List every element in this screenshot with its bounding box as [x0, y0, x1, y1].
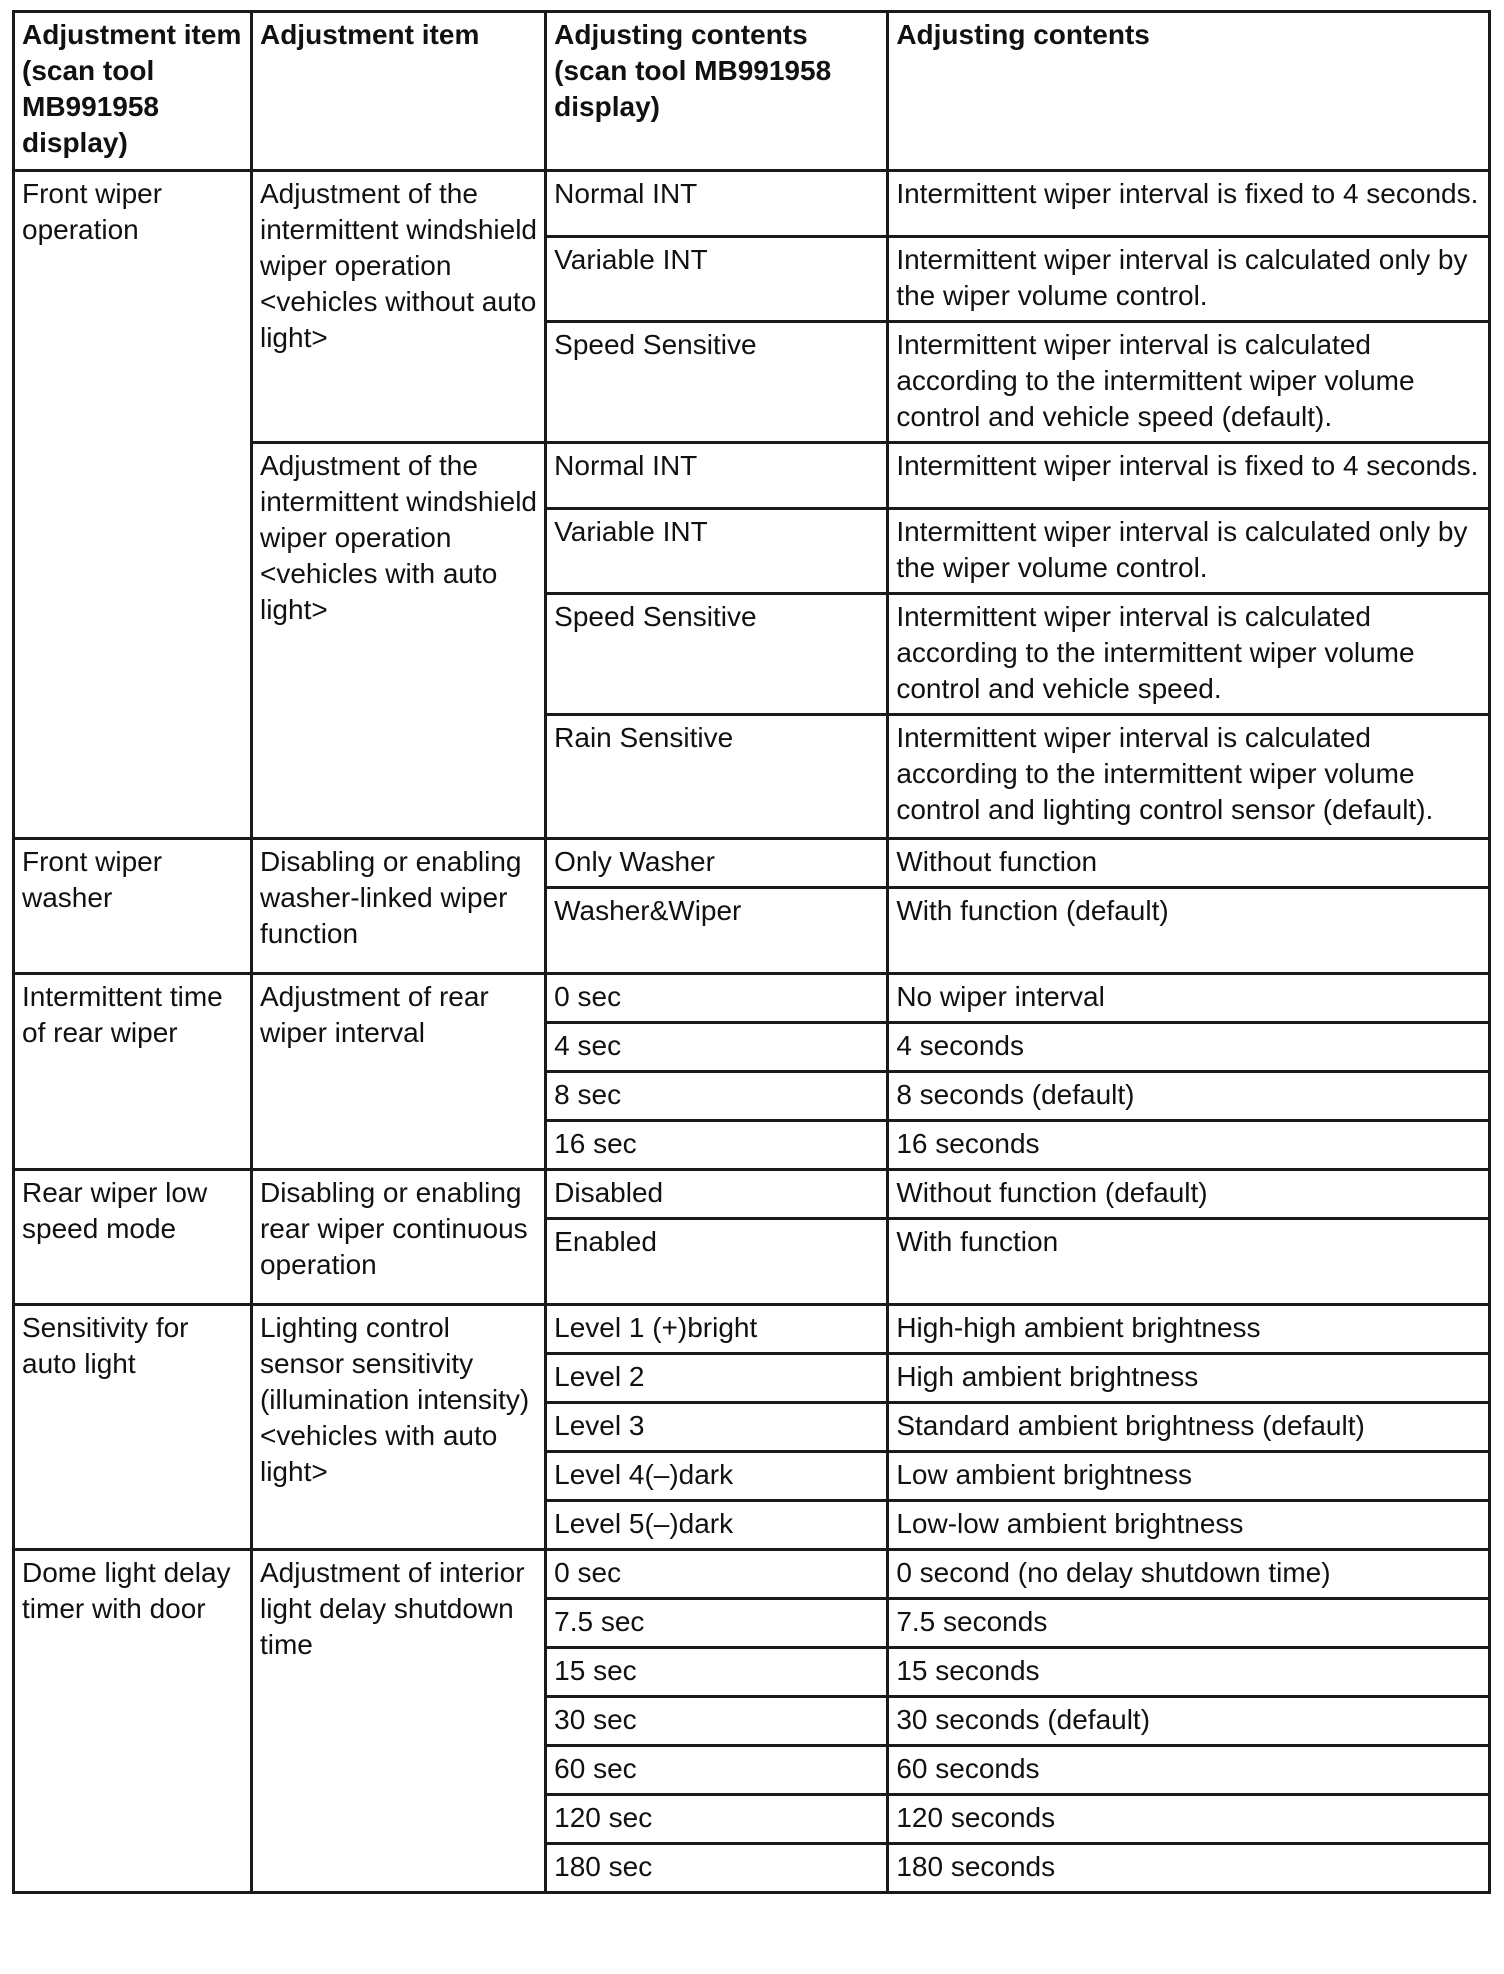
content-cell: Low-low ambient brightness — [888, 1501, 1490, 1550]
content-cell: Intermittent wiper interval is calculated only by the wiper volume control. — [888, 509, 1490, 594]
content-cell: High ambient brightness — [888, 1354, 1490, 1403]
content-cell: 30 seconds (default) — [888, 1697, 1490, 1746]
setting-cell: Speed Sensitive — [546, 322, 888, 443]
adjustment-item-cell: Adjustment of interior light delay shutdown time — [251, 1550, 545, 1893]
content-cell: Intermittent wiper interval is calculated according to the intermittent wiper volume control and lighting control sensor (default). — [888, 715, 1490, 839]
table-row — [14, 974, 1490, 1023]
adjustment-item-scan-cell: Front wiper operation — [14, 171, 252, 839]
content-cell: High-high ambient brightness — [888, 1305, 1490, 1354]
adjustment-item-cell: Adjustment of rear wiper interval — [251, 974, 545, 1170]
setting-cell: Level 4(–)dark — [546, 1452, 888, 1501]
content-cell: Intermittent wiper interval is fixed to 4 seconds. — [888, 171, 1490, 237]
document-page — [12, 10, 1491, 1894]
setting-cell: 180 sec — [546, 1844, 888, 1893]
table-row — [14, 839, 1490, 888]
table-row — [14, 1170, 1490, 1219]
setting-cell: Level 2 — [546, 1354, 888, 1403]
setting-cell: Enabled — [546, 1219, 888, 1305]
adjustment-item-scan-cell: Front wiper washer — [14, 839, 252, 974]
table-body — [14, 171, 1490, 1893]
content-cell: 8 seconds (default) — [888, 1072, 1490, 1121]
setting-cell: Disabled — [546, 1170, 888, 1219]
content-cell: With function (default) — [888, 888, 1490, 974]
setting-cell: 7.5 sec — [546, 1599, 888, 1648]
adjustment-item-cell: Disabling or enabling rear wiper continuous operation — [251, 1170, 545, 1305]
setting-cell: 4 sec — [546, 1023, 888, 1072]
table-row — [14, 1305, 1490, 1354]
adjustment-table — [12, 10, 1491, 1894]
adjustment-item-cell: Disabling or enabling washer-linked wiper function — [251, 839, 545, 974]
setting-cell: Only Washer — [546, 839, 888, 888]
header-cell: Adjusting contents (scan tool MB991958 display) — [546, 12, 888, 171]
content-cell: 120 seconds — [888, 1795, 1490, 1844]
table-row — [14, 1550, 1490, 1599]
setting-cell: Washer&Wiper — [546, 888, 888, 974]
adjustment-item-scan-cell: Dome light delay timer with door — [14, 1550, 252, 1893]
content-cell: 0 second (no delay shutdown time) — [888, 1550, 1490, 1599]
content-cell: Intermittent wiper interval is calculated only by the wiper volume control. — [888, 237, 1490, 322]
content-cell: 180 seconds — [888, 1844, 1490, 1893]
adjustment-item-cell: Lighting control sensor sensitivity (illumination intensity) <vehicles with auto light> — [251, 1305, 545, 1550]
content-cell: 60 seconds — [888, 1746, 1490, 1795]
adjustment-item-scan-cell: Intermittent time of rear wiper — [14, 974, 252, 1170]
setting-cell: 15 sec — [546, 1648, 888, 1697]
setting-cell: 120 sec — [546, 1795, 888, 1844]
header-cell: Adjusting contents — [888, 12, 1490, 171]
content-cell: Standard ambient brightness (default) — [888, 1403, 1490, 1452]
content-cell: No wiper interval — [888, 974, 1490, 1023]
setting-cell: 0 sec — [546, 974, 888, 1023]
setting-cell: 0 sec — [546, 1550, 888, 1599]
adjustment-item-cell: Adjustment of the intermittent windshield wiper operation <vehicles without auto light> — [251, 171, 545, 443]
content-cell: Low ambient brightness — [888, 1452, 1490, 1501]
content-cell: 16 seconds — [888, 1121, 1490, 1170]
content-cell: 7.5 seconds — [888, 1599, 1490, 1648]
content-cell: 4 seconds — [888, 1023, 1490, 1072]
content-cell: Intermittent wiper interval is calculated according to the intermittent wiper volume control and vehicle speed (default). — [888, 322, 1490, 443]
setting-cell: Rain Sensitive — [546, 715, 888, 839]
header-cell: Adjustment item (scan tool MB991958 display) — [14, 12, 252, 171]
content-cell: Without function — [888, 839, 1490, 888]
adjustment-item-scan-cell: Sensitivity for auto light — [14, 1305, 252, 1550]
header-row — [14, 12, 1490, 171]
setting-cell: Variable INT — [546, 509, 888, 594]
setting-cell: 60 sec — [546, 1746, 888, 1795]
setting-cell: Level 1 (+)bright — [546, 1305, 888, 1354]
content-cell: Intermittent wiper interval is fixed to 4 seconds. — [888, 443, 1490, 509]
content-cell: With function — [888, 1219, 1490, 1305]
header-cell: Adjustment item — [251, 12, 545, 171]
setting-cell: 30 sec — [546, 1697, 888, 1746]
setting-cell: 8 sec — [546, 1072, 888, 1121]
setting-cell: Speed Sensitive — [546, 594, 888, 715]
table-row — [14, 171, 1490, 237]
setting-cell: Level 5(–)dark — [546, 1501, 888, 1550]
content-cell: Intermittent wiper interval is calculated according to the intermittent wiper volume control and vehicle speed. — [888, 594, 1490, 715]
setting-cell: Normal INT — [546, 443, 888, 509]
adjustment-item-scan-cell: Rear wiper low speed mode — [14, 1170, 252, 1305]
content-cell: 15 seconds — [888, 1648, 1490, 1697]
content-cell: Without function (default) — [888, 1170, 1490, 1219]
setting-cell: 16 sec — [546, 1121, 888, 1170]
adjustment-item-cell: Adjustment of the intermittent windshield wiper operation <vehicles with auto light> — [251, 443, 545, 839]
setting-cell: Normal INT — [546, 171, 888, 237]
setting-cell: Level 3 — [546, 1403, 888, 1452]
setting-cell: Variable INT — [546, 237, 888, 322]
